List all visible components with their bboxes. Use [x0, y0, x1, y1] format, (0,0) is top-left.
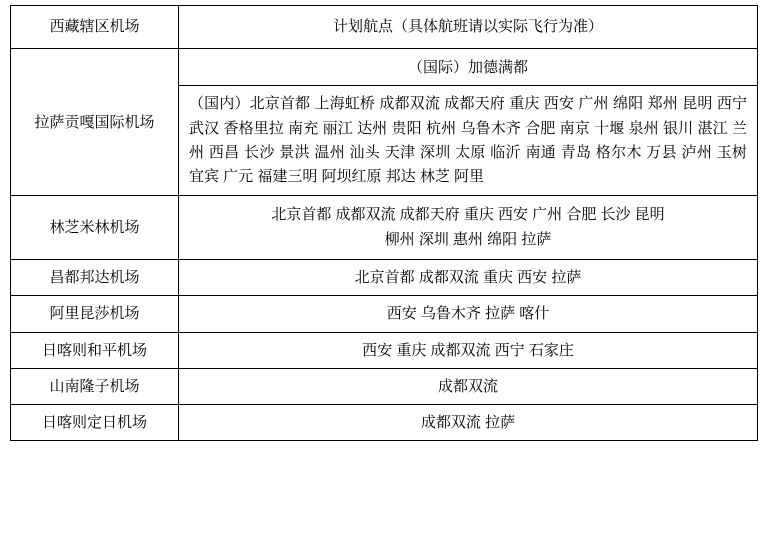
- routes-tingri: 成都双流 拉萨: [179, 405, 758, 441]
- airport-routes-table: [10, 5, 758, 441]
- airport-name-shigatse-peace: 日喀则和平机场: [11, 332, 179, 368]
- routes-ngari: 西安 乌鲁木齐 拉萨 喀什: [179, 296, 758, 332]
- airport-name-bangda: 昌都邦达机场: [11, 260, 179, 296]
- table-row: [11, 196, 758, 260]
- table-row: [11, 296, 758, 332]
- routes-nyingchi-line2: 柳州 深圳 惠州 绵阳 拉萨: [384, 230, 552, 248]
- airport-name-ngari: 阿里昆莎机场: [11, 296, 179, 332]
- table-row: [11, 368, 758, 404]
- table-row: [11, 332, 758, 368]
- international-routes-lhasa: （国际）加德满都: [179, 49, 757, 86]
- domestic-routes-lhasa: （国内）北京首都 上海虹桥 成都双流 成都天府 重庆 西安 广州 绵阳 郑州 昆明 西宁 武汉 香格里拉 南充 丽江 达州 贵阳 杭州 乌鲁木齐 合肥 南京 十堰 泉州 银川 湛江 兰州 西昌 长沙 景洪 温州 汕头 天津 深圳 太原 临沂 南通 青岛 格尔木 万县 泸州 玉树 宜宾 广元 福建三明 阿坝红原 邦达 林芝 阿里: [189, 95, 747, 186]
- airport-name-lhunze: 山南隆子机场: [11, 368, 179, 404]
- airport-name-tingri: 日喀则定日机场: [11, 405, 179, 441]
- routes-nyingchi: [179, 196, 758, 260]
- routes-nyingchi-line1: 北京首都 成都双流 成都天府 重庆 西安 广州 合肥 长沙 昆明: [271, 206, 665, 224]
- table-header-row: [11, 6, 758, 49]
- document-page: [0, 5, 768, 542]
- airport-name-nyingchi: 林芝米林机场: [11, 196, 179, 260]
- header-cell-airport: 西藏辖区机场: [11, 6, 179, 49]
- table-row: [11, 49, 758, 196]
- table-row: [11, 405, 758, 441]
- routes-bangda: 北京首都 成都双流 重庆 西安 拉萨: [179, 260, 758, 296]
- table-row: [11, 260, 758, 296]
- routes-shigatse-peace: 西安 重庆 成都双流 西宁 石家庄: [179, 332, 758, 368]
- airport-name-lhasa: 拉萨贡嘎国际机场: [11, 49, 179, 196]
- routes-lhunze: 成都双流: [179, 368, 758, 404]
- routes-lhasa: [179, 49, 758, 196]
- header-cell-routes: 计划航点（具体航班请以实际飞行为准）: [179, 6, 758, 49]
